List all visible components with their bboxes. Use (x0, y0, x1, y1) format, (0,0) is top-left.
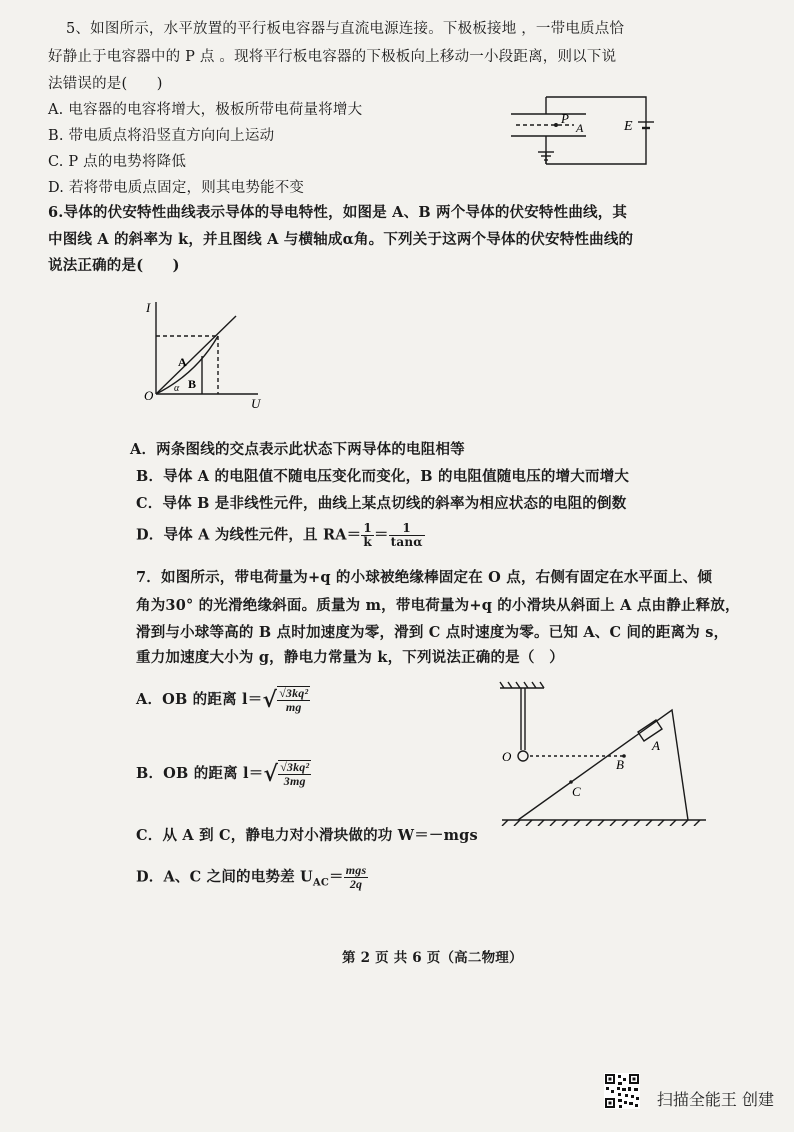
q6-fraction-2-denominator: tanα (390, 535, 423, 549)
q6-option-d-fraction-1 (361, 522, 374, 549)
q6-label-u: U (251, 396, 261, 411)
q7-option-d-numerator: mgs (345, 863, 367, 877)
q5-stem-line3: 法错误的是( ) (48, 76, 163, 92)
q6-label-a: A (178, 355, 187, 369)
q5-capacitor-circuit-figure (506, 92, 666, 174)
q5-label-a: A (576, 121, 584, 135)
q6-label-alpha: α (174, 383, 180, 394)
q7-option-d (136, 864, 368, 891)
qr-code-icon (604, 1073, 640, 1109)
q7-option-d-denominator: 2q (349, 877, 363, 891)
q6-stem-line2: 中图线 A 的斜率为 k，并且图线 A 与横轴成α角。下列关于这两个导体的伏安特性曲线的 (48, 231, 634, 248)
q6-fraction-1-denominator: k (363, 535, 372, 549)
q7-option-a-numerator: √3kq² (279, 686, 309, 700)
q7-stem-line4: 重力加速度大小为 g，静电力常量为 k，下列说法正确的是（ ） (136, 649, 564, 666)
q6-option-a: A．两条图线的交点表示此状态下两导体的电阻相等 (130, 441, 465, 458)
q7-option-a (136, 686, 310, 714)
q6-fraction-2-numerator: 1 (389, 522, 425, 536)
q6-label-b: B (188, 377, 197, 391)
q6-option-d-prefix: D．导体 A 为线性元件，且 RA＝ (136, 526, 362, 544)
q7-label-b: B (616, 757, 624, 772)
q5-option-a: A. 电容器的电容将增大，极板所带电荷量将增大 (48, 102, 363, 118)
q7-option-d-subscript: AC (312, 877, 330, 889)
q5-option-d: D. 若将带电质点固定，则其电势能不变 (48, 180, 305, 196)
q7-option-b-denominator: 3mg (283, 774, 306, 788)
q7-option-b-prefix: B．OB 的距离 l＝ (136, 765, 264, 782)
q7-option-a-denominator: mg (285, 700, 302, 714)
q7-stem-line3: 滑到与小球等高的 B 点时加速度为零，滑到 C 点时速度为零。已知 A、C 间的距离为 s， (136, 624, 729, 641)
q7-option-d-fraction (344, 864, 369, 891)
q5-label-p: P (561, 111, 569, 126)
q7-option-c: C．从 A 到 C，静电力对小滑块做的功 W＝－mgs (136, 827, 478, 844)
page-footer: 第 2 页 共 6 页（高二物理） (342, 950, 523, 966)
q7-stem-line1: 7．如图所示，带电荷量为+q 的小球被绝缘棒固定在 O 点，右侧有固定在水平面上、倾 (136, 569, 713, 586)
q6-stem-line1: 6.导体的伏安特性曲线表示导体的导电特性，如图是 A、B 两个导体的伏安特性曲线，其 (48, 204, 628, 221)
q7-option-b-sqrt: √ $\frac{\text{√3kq²}}{3mg}$ (263, 760, 310, 788)
q7-incline-figure (494, 680, 710, 826)
q7-label-c: C (572, 784, 581, 799)
q7-option-d-prefix: D．A、C 之间的电势差 U (136, 868, 313, 886)
q7-option-b (136, 760, 311, 788)
q7-label-a: A (652, 738, 660, 753)
q6-option-d (136, 522, 425, 549)
q7-option-a-prefix: A．OB 的距离 l＝ (136, 691, 263, 708)
q7-option-a-sqrt: √ $\frac{\text{√3kq²}}{mg}$ (262, 686, 309, 714)
q7-option-b-numerator: √3kq² (280, 760, 310, 774)
q6-option-c: C．导体 B 是非线性元件，曲线上某点切线的斜率为相应状态的电阻的倒数 (136, 495, 627, 512)
q6-option-d-fraction-2 (389, 522, 425, 549)
q5-option-c: C. P 点的电势将降低 (48, 154, 187, 170)
q5-stem-line1: 5、如图所示，水平放置的平行板电容器与直流电源连接。下极板接地 ，一带电质点恰 (66, 21, 625, 37)
q5-label-e: E (624, 119, 633, 134)
q6-stem-line3: 说法正确的是( ) (48, 257, 180, 274)
q6-option-d-equals: ＝ (373, 526, 389, 544)
q7-label-o: O (502, 749, 512, 764)
q7-option-d-equals: ＝ (329, 868, 344, 886)
q5-stem-line2: 好静止于电容器中的 P 点 。现将平行板电容器的下极板向上移动一小段距离，则以下说 (48, 49, 617, 65)
scanner-watermark: 扫描全能王 创建 (656, 1090, 774, 1109)
q6-label-o: O (144, 388, 154, 403)
q6-iv-curve-figure (138, 296, 268, 412)
q6-fraction-1-numerator: 1 (363, 521, 372, 535)
q5-option-b: B. 带电质点将沿竖直方向向上运动 (48, 128, 275, 144)
q6-option-b: B．导体 A 的电阻值不随电压变化而变化，B 的电阻值随电压的增大而增大 (136, 468, 630, 485)
q6-label-i: I (146, 300, 151, 315)
q7-stem-line2: 角为30° 的光滑绝缘斜面。质量为 m，带电荷量为+q 的小滑块从斜面上 A 点由静止释放， (136, 597, 740, 614)
